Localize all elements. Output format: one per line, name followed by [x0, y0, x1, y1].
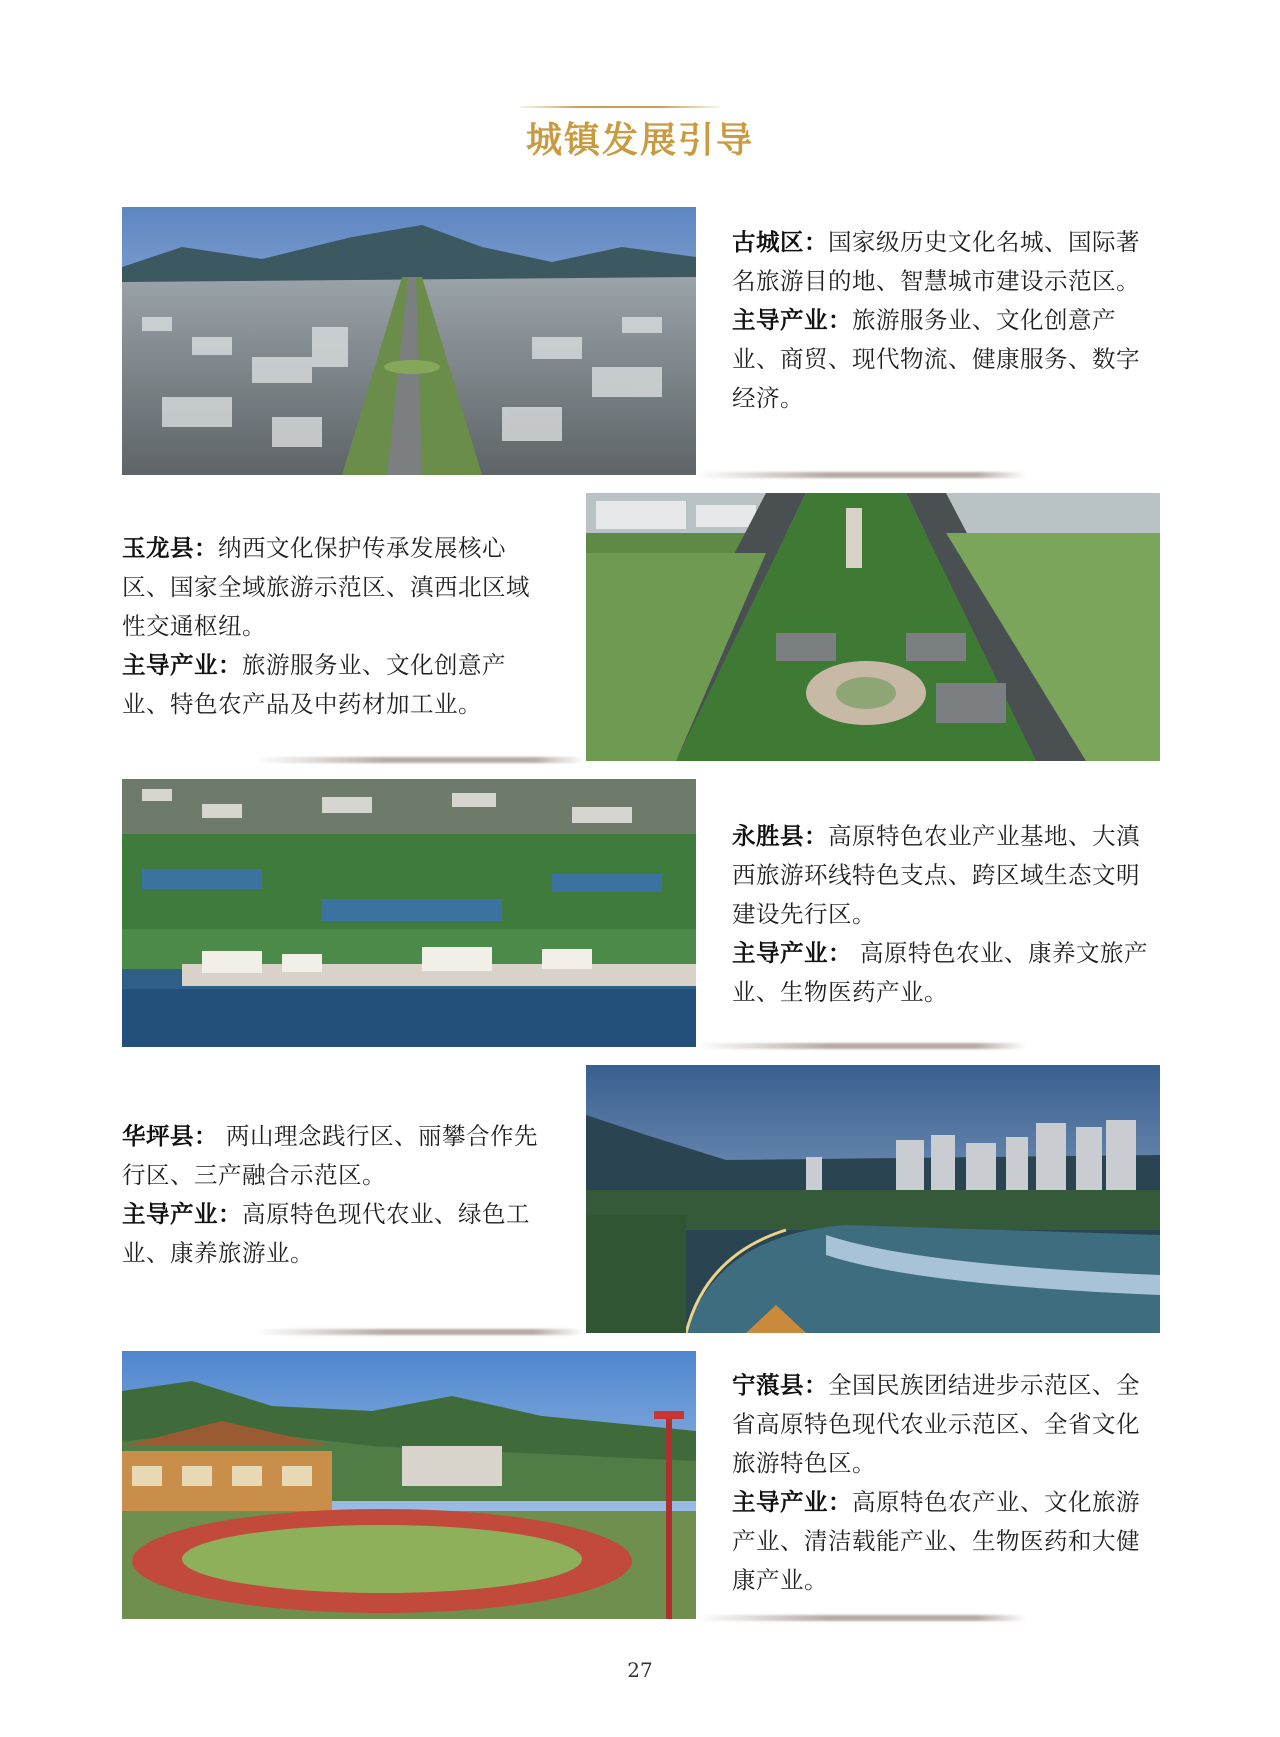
industry-ninglang — [732, 1483, 1162, 1600]
text-block-yulong — [122, 529, 552, 724]
photo-ninglang-stadium — [122, 1351, 696, 1619]
district-label: 玉龙县： — [122, 534, 218, 562]
industry-text: 高原特色农业、康养文旅产业、生物医药产业。 — [732, 939, 1148, 1006]
industry-text: 高原特色现代农业、绿色工业、康养旅游业。 — [122, 1200, 530, 1267]
district-label: 宁蒗县： — [732, 1371, 828, 1399]
positioning-huaping — [122, 1117, 552, 1195]
industry-gucheng — [732, 301, 1162, 418]
positioning-text: 国家级历史文化名城、国际著名旅游目的地、智慧城市建设示范区。 — [732, 228, 1140, 295]
industry-yongsheng — [732, 934, 1162, 1012]
text-block-huaping — [122, 1117, 552, 1273]
photo-yongsheng-lakeside-town — [122, 779, 696, 1047]
positioning-yongsheng — [732, 817, 1162, 934]
row-shadow — [696, 1615, 1026, 1621]
positioning-ninglang — [732, 1366, 1162, 1483]
text-block-ninglang — [732, 1366, 1162, 1600]
positioning-text: 全国民族团结进步示范区、全省高原特色现代农业示范区、全省文化旅游特色区。 — [732, 1371, 1140, 1477]
row-shadow — [696, 472, 1026, 478]
industry-label: 主导产业： — [122, 651, 242, 679]
positioning-text: 两山理念践行区、丽攀合作先行区、三产融合示范区。 — [122, 1122, 538, 1189]
positioning-text: 高原特色农业产业基地、大滇西旅游环线特色支点、跨区域生态文明建设先行区。 — [732, 822, 1140, 928]
district-label: 古城区： — [732, 228, 828, 256]
industry-yulong — [122, 646, 552, 724]
row-shadow — [696, 1043, 1026, 1049]
title-rule — [520, 106, 720, 108]
industry-label: 主导产业： — [732, 1488, 852, 1516]
industry-label: 主导产业： — [732, 939, 852, 967]
industry-label: 主导产业： — [732, 306, 852, 334]
positioning-text: 纳西文化保护传承发展核心区、国家全域旅游示范区、滇西北区域性交通枢纽。 — [122, 534, 530, 640]
industry-text: 旅游服务业、文化创意产业、特色农产品及中药材加工业。 — [122, 651, 506, 718]
industry-text: 高原特色农产业、文化旅游产业、清洁载能产业、生物医药和大健康产业。 — [732, 1488, 1140, 1594]
district-label: 华坪县： — [122, 1122, 218, 1150]
photo-huaping-night-river — [586, 1065, 1160, 1333]
photo-yulong-boulevard-aerial — [586, 493, 1160, 761]
row-shadow — [254, 757, 584, 763]
industry-label: 主导产业： — [122, 1200, 242, 1228]
district-label: 永胜县： — [732, 822, 828, 850]
row-shadow — [254, 1329, 584, 1335]
page-title: 城镇发展引导 — [525, 120, 754, 161]
industry-huaping — [122, 1195, 552, 1273]
text-block-gucheng — [732, 223, 1162, 418]
page-number: 27 — [627, 1658, 653, 1682]
industry-text: 旅游服务业、文化创意产业、商贸、现代物流、健康服务、数字经济。 — [732, 306, 1140, 412]
positioning-yulong — [122, 529, 552, 646]
positioning-gucheng — [732, 223, 1162, 301]
text-block-yongsheng — [732, 817, 1162, 1012]
photo-gucheng-city-aerial — [122, 207, 696, 475]
